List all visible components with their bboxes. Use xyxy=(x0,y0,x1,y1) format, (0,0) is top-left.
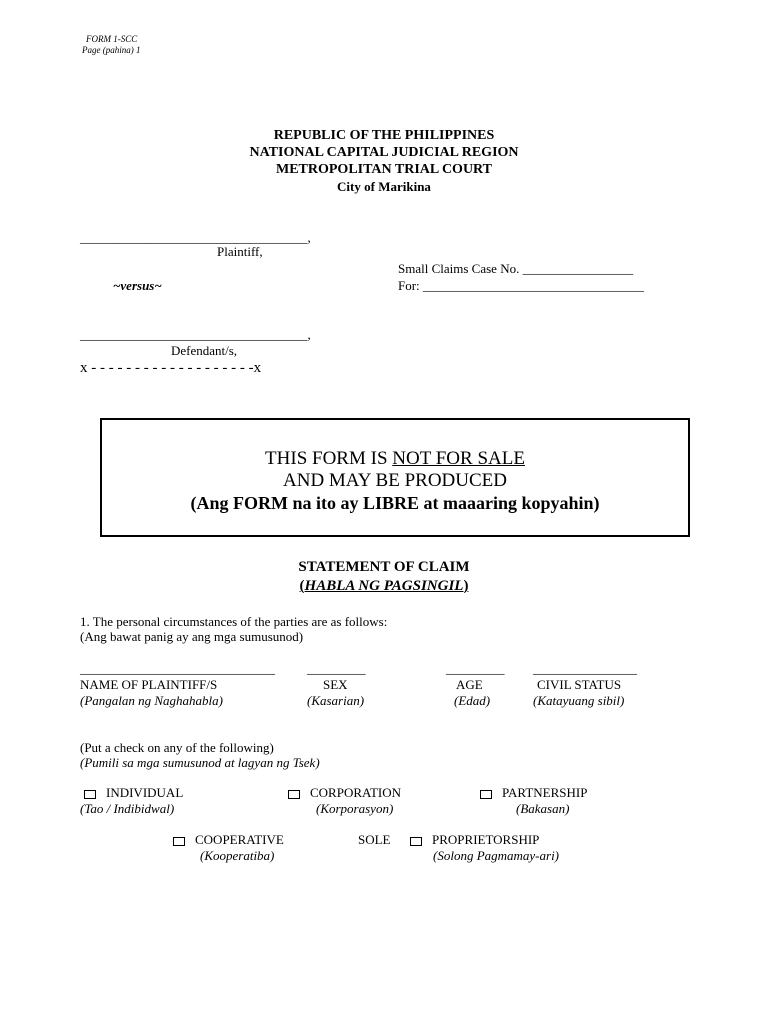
sex-blank[interactable]: _________ xyxy=(307,661,366,676)
court-city: City of Marikina xyxy=(337,179,431,194)
sex-tagalog: (Kasarian) xyxy=(307,693,365,708)
individual-label: INDIVIDUAL xyxy=(106,785,184,800)
check-instruction-tagalog: (Pumili sa mga sumusunod at lagyan ng Tsek) xyxy=(80,755,320,770)
plaintiff-label: Plaintiff, xyxy=(217,244,263,259)
age-label: AGE xyxy=(456,677,483,692)
individual-tagalog: (Tao / Indibidwal) xyxy=(80,801,175,816)
check-instruction: (Put a check on any of the following) xyxy=(80,740,274,755)
section1-intro-tagalog: (Ang bawat panig ay ang mga sumusunod) xyxy=(80,629,304,644)
partnership-label: PARTNERSHIP xyxy=(502,785,588,800)
name-of-plaintiff-label: NAME OF PLAINTIFF/S xyxy=(80,677,218,692)
proprietorship-label: PROPRIETORSHIP xyxy=(432,832,540,847)
notice-line-3: (Ang FORM na ito ay LIBRE at maaaring kopyahin) xyxy=(190,493,600,513)
case-number-field[interactable]: Small Claims Case No. _________________ xyxy=(398,261,634,276)
age-blank[interactable]: _________ xyxy=(446,661,505,676)
plaintiff-blank[interactable]: ___________________________________, xyxy=(80,230,311,245)
cooperative-checkbox[interactable] xyxy=(173,837,185,846)
option-corporation[interactable] xyxy=(288,785,401,800)
statement-subtitle xyxy=(0,577,768,595)
corporation-tagalog: (Korporasyon) xyxy=(316,801,394,816)
name-of-plaintiff-tagalog: (Pangalan ng Naghahabla) xyxy=(80,693,223,708)
civil-status-blank[interactable]: ________________ xyxy=(533,661,637,676)
plaintiff-name-blank[interactable]: ______________________________ xyxy=(80,661,275,676)
option-individual[interactable] xyxy=(84,785,183,800)
defendant-label: Defendant/s, xyxy=(171,343,238,358)
option-cooperative[interactable] xyxy=(173,832,284,847)
civil-status-label: CIVIL STATUS xyxy=(537,677,622,692)
cooperative-tagalog: (Kooperatiba) xyxy=(200,848,275,863)
form-id: FORM 1-SCC xyxy=(86,34,138,44)
court-republic: REPUBLIC OF THE PHILIPPINES xyxy=(273,128,495,143)
versus-label: ~versus~ xyxy=(113,278,162,293)
notice-line-2: AND MAY BE PRODUCED xyxy=(283,470,507,491)
corporation-label: CORPORATION xyxy=(310,785,402,800)
subtitle-close: ) xyxy=(463,578,469,594)
court-name: METROPOLITAN TRIAL COURT xyxy=(275,162,493,177)
proprietorship-tagalog: (Solong Pagmamay-ari) xyxy=(433,848,560,863)
age-tagalog: (Edad) xyxy=(454,693,491,708)
partnership-checkbox[interactable] xyxy=(480,790,492,799)
court-region: NATIONAL CAPITAL JUDICIAL REGION xyxy=(249,145,519,160)
partnership-tagalog: (Bakasan) xyxy=(516,801,570,816)
notice-not-for-sale: NOT FOR SALE xyxy=(392,448,525,469)
caption-x-line: x - - - - - - - - - - - - - - - - - - -x xyxy=(80,360,262,376)
corporation-checkbox[interactable] xyxy=(288,790,300,799)
option-partnership[interactable] xyxy=(480,785,587,800)
proprietorship-checkbox[interactable] xyxy=(410,837,422,846)
defendant-blank[interactable]: ___________________________________, xyxy=(80,327,311,342)
option-proprietorship[interactable] xyxy=(410,832,539,847)
statement-title: STATEMENT OF CLAIM xyxy=(298,559,470,575)
subtitle-open: ( xyxy=(299,578,305,594)
cooperative-label: COOPERATIVE xyxy=(195,832,284,847)
not-for-sale-notice xyxy=(100,418,690,537)
notice-line-1 xyxy=(102,448,688,470)
section1-intro: 1. The personal circumstances of the parties are as follows: xyxy=(80,614,388,629)
case-for-field[interactable]: For: __________________________________ xyxy=(398,278,644,293)
subtitle-tagalog: HABLA NG PAGSINGIL xyxy=(304,578,464,594)
sex-label: SEX xyxy=(323,677,348,692)
civil-status-tagalog: (Katayuang sibil) xyxy=(533,693,625,708)
sole-label: SOLE xyxy=(358,832,391,847)
individual-checkbox[interactable] xyxy=(84,790,96,799)
page-number: Page (pahina) 1 xyxy=(82,45,141,55)
notice-prefix: THIS FORM IS xyxy=(265,448,393,469)
